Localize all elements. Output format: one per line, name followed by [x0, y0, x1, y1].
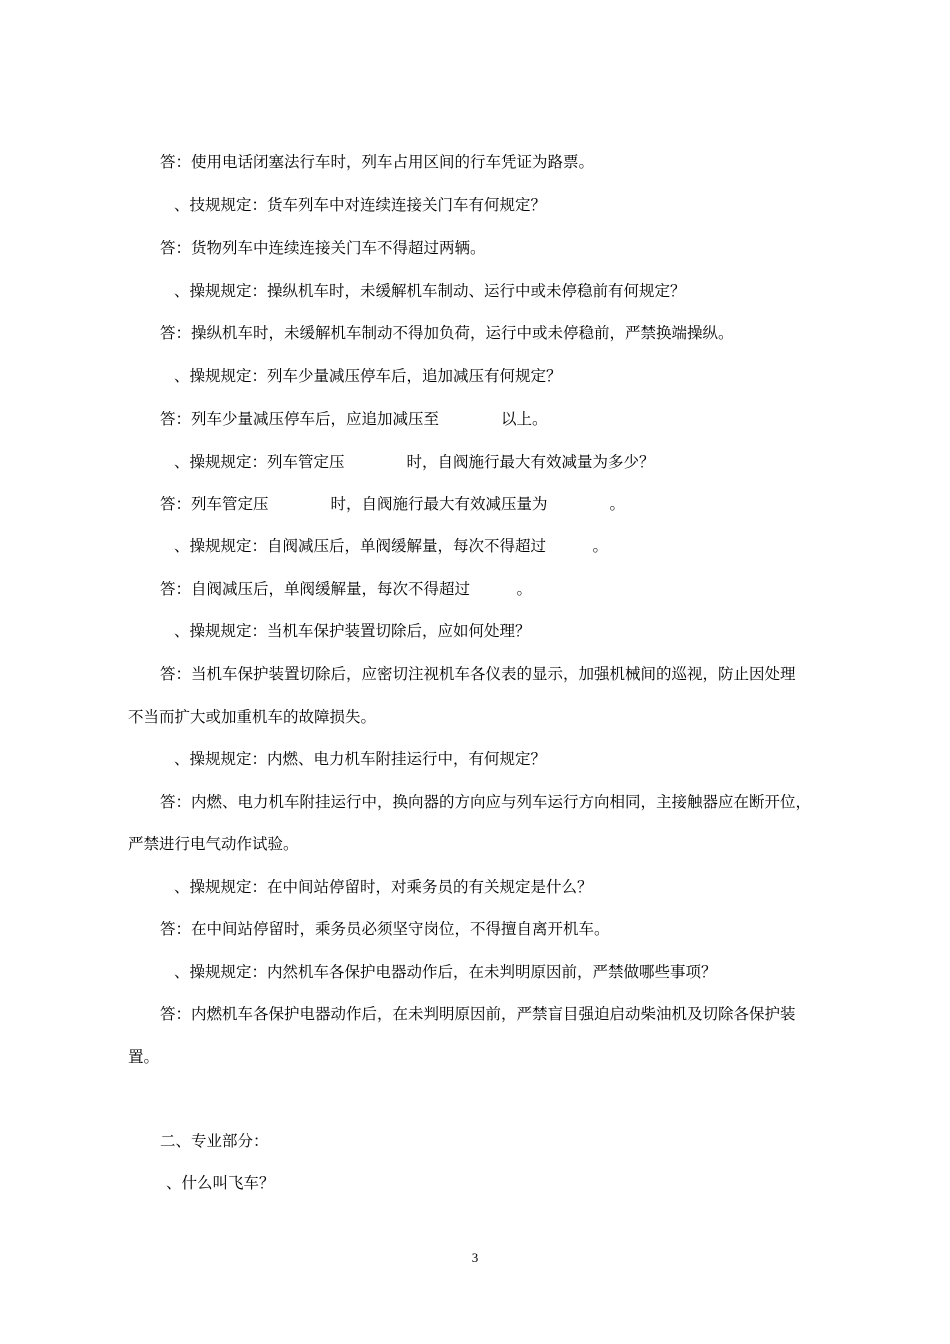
answer-line: 答：操纵机车时，未缓解机车制动不得加负荷，运行中或未停稳前，严禁换端操纵。 [160, 324, 734, 342]
question-line: 、操规规定：当机车保护装置切除后，应如何处理？ [174, 622, 531, 640]
answer-continuation: 严禁进行电气动作试验。 [128, 835, 299, 853]
answer-line: 答：自阀减压后，单阀缓解量，每次不得超过 。 [160, 580, 533, 598]
question-line: 、操规规定：列车管定压 时，自阀施行最大有效减量为多少？ [174, 453, 655, 471]
question-line: 、操规规定：内然机车各保护电器动作后，在未判明原因前，严禁做哪些事项？ [174, 963, 717, 981]
answer-line: 答：在中间站停留时，乘务员必须坚守岗位，不得擅自离开机车。 [160, 920, 610, 938]
question-line: 、什么叫飞车？ [166, 1174, 275, 1192]
question-line: 、操规规定：在中间站停留时，对乘务员的有关规定是什么？ [174, 878, 593, 896]
answer-line: 答：使用电话闭塞法行车时，列车占用区间的行车凭证为路票。 [160, 153, 595, 171]
answer-line: 答：内燃机车各保护电器动作后，在未判明原因前，严禁盲目强迫启动柴油机及切除各保护装 [160, 1005, 796, 1023]
answer-line: 答：当机车保护装置切除后，应密切注视机车各仪表的显示，加强机械间的巡视，防止因处理 [160, 665, 796, 683]
question-line: 、技规规定：货车列车中对连续连接关门车有何规定？ [174, 196, 547, 214]
page-number: 3 [471, 1250, 479, 1265]
section-heading: 二、专业部分： [160, 1132, 269, 1150]
answer-line: 答：内燃、电力机车附挂运行中，换向器的方向应与列车运行方向相同，主接触器应在断开位， [160, 793, 812, 811]
question-line: 、操规规定：列车少量减压停车后，追加减压有何规定？ [174, 367, 562, 385]
answer-line: 答：货物列车中连续连接关门车不得超过两辆。 [160, 239, 486, 257]
question-line: 、操规规定：操纵机车时，未缓解机车制动、运行中或未停稳前有何规定？ [174, 282, 686, 300]
answer-continuation: 不当而扩大或加重机车的故障损失。 [128, 708, 377, 726]
question-line: 、操规规定：自阀减压后，单阀缓解量，每次不得超过 。 [174, 537, 609, 555]
answer-line: 答：列车少量减压停车后，应追加减压至 以上。 [160, 410, 548, 428]
answer-continuation: 置。 [128, 1048, 160, 1066]
question-line: 、操规规定：内燃、电力机车附挂运行中，有何规定？ [174, 750, 547, 768]
answer-line: 答：列车管定压 时，自阀施行最大有效减压量为 。 [160, 495, 626, 513]
